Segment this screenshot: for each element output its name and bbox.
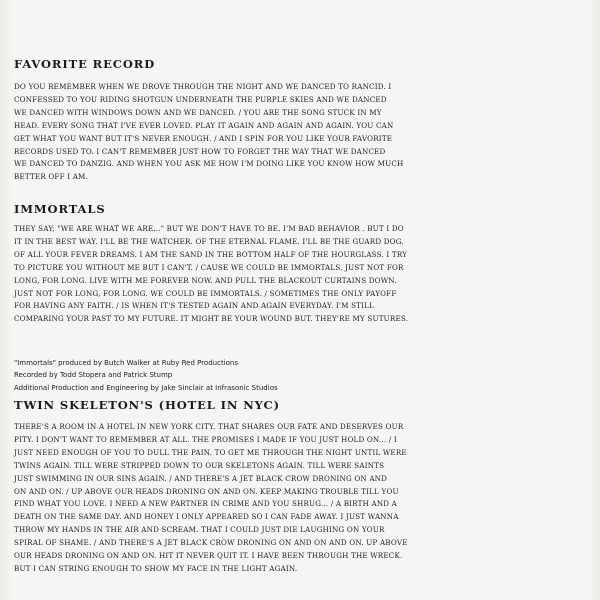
lyric-line: FOR HAVING ANY FAITH. / IS WHEN IT'S TESTED AGAIN AND AGAIN EVERYDAY. I'M STILL <box>14 301 375 311</box>
lyric-line: BUT I CAN STRING ENOUGH TO SHOW MY FACE IN THE LIGHT AGAIN. <box>14 563 298 573</box>
song-title-immortals: IMMORTALS <box>14 202 106 216</box>
production-credits <box>14 357 278 394</box>
lyric-line: IT IN THE BEST WAY. I'LL BE THE WATCHER. OF THE ETERNAL FLAME. I'LL BE THE GUARD DOG. <box>14 236 404 246</box>
lyric-line: PITY. I DON'T WANT TO REMEMBER AT ALL. THE PROMISES I MADE IF YOU JUST HOLD ON... / I <box>14 434 397 444</box>
lyric-line: OF ALL YOUR FEVER DREAMS. I AM THE SAND IN THE BOTTOM HALF OF THE HOURGLASS. I TRY <box>14 249 408 259</box>
lyrics-twin-skeletons <box>14 421 586 576</box>
lyric-line: DO YOU REMEMBER WHEN WE DROVE THROUGH THE NIGHT AND WE DANCED TO RANCID. I <box>14 82 392 91</box>
lyrics-favorite-record <box>14 81 586 184</box>
lyric-line: TWINS AGAIN. TILL WERE STRIPPED DOWN TO OUR SKELETONS AGAIN. TILL WERE SAINTS <box>14 460 385 470</box>
lyric-line: HEAD. EVERY SONG THAT I'VE EVER LOVED. PLAY IT AGAIN AND AGAIN AND AGAIN. YOU CAN <box>14 120 394 130</box>
lyric-line: SPIRAL OF SHAME. / AND THERE'S A JET BLACK CROW DRONING ON AND ON AND ON. UP ABOVE <box>14 538 408 548</box>
lyric-line: BETTER OFF I AM. <box>14 172 89 182</box>
lyrics-immortals <box>14 223 586 326</box>
lyric-line: JUST SWIMMING IN OUR SINS AGAIN. / AND THERE'S A JET BLACK CROW DRONING ON AND <box>14 473 388 483</box>
lyric-line: RECORDS USED TO. I CAN'T REMEMBER JUST HOW TO FORGET THE WAY THAT WE DANCED <box>14 146 386 156</box>
lyric-line: TO PICTURE YOU WITHOUT ME BUT I CAN'T. / CAUSE WE COULD BE IMMORTALS. JUST NOT FOR <box>14 262 404 272</box>
lyric-line: FIND WHAT YOU LOVE. I NEED A NEW PARTNER IN CRIME AND YOU SHRUG... / A BIRTH AND A <box>14 499 398 509</box>
credit-line: "Immortals" produced by Butch Walker at Ruby Red Productions <box>14 359 239 367</box>
lyric-line: LONG, FOR LONG. LIVE WITH ME FOREVER NOW. AND PULL THE BLACKOUT CURTAINS DOWN. <box>14 275 397 285</box>
lyric-line: JUST NEED ENOUGH OF YOU TO DULL THE PAIN. TO GET ME THROUGH THE NIGHT UNTIL WERE <box>14 447 407 457</box>
lyric-line: JUST NOT FOR LONG, FOR LONG. WE COULD BE IMMORTALS. / SOMETIMES THE ONLY PAYOFF <box>14 288 397 298</box>
credit-line: Recorded by Todd Stopera and Patrick Stump <box>14 371 173 380</box>
lyric-line: WE DANCED WITH WINDOWS DOWN AND WE DANCED. / YOU ARE THE SONG STUCK IN MY <box>14 107 382 117</box>
lyric-line: CONFESSED TO YOU RIDING SHOTGUN UNDERNEATH THE PURPLE SKIES AND WE DANCED <box>14 94 387 104</box>
lyric-line: THEY SAY; "WE ARE WHAT WE ARE..." BUT WE DON'T HAVE TO BE. I'M BAD BEHAVIOR . BUT I DO <box>14 224 404 233</box>
lyric-line: COMPARING YOUR PAST TO MY FUTURE. IT MIGHT BE YOUR WOUND BUT. THEY'RE MY SUTURES. <box>14 314 409 324</box>
song-title-twin-skeletons: TWIN SKELETON'S (HOTEL IN NYC) <box>14 398 280 412</box>
lyric-line: DEATH ON THE SAME DAY. AND HONEY I ONLY APPEARED SO I CAN FADE AWAY. I JUST WANNA <box>14 512 399 522</box>
lyric-line: ON AND ON. / UP ABOVE OUR HEADS DRONING ON AND ON. KEEP MAKING TROUBLE TILL YOU <box>14 486 399 496</box>
lyric-line: THERE'S A ROOM IN A HOTEL IN NEW YORK CITY. THAT SHARES OUR FATE AND DESERVES OUR <box>14 422 404 431</box>
credit-line: Additional Production and Engineering by Jake Sinclair at Infrasonic Studios <box>14 383 278 392</box>
lyric-line: GET WHAT YOU WANT BUT IT'S NEVER ENOUGH. / AND I SPIN FOR YOU LIKE YOUR FAVORITE <box>14 133 393 143</box>
song-title-favorite-record: FAVORITE RECORD <box>14 57 156 71</box>
lyric-line: THROW MY HANDS IN THE AIR AND SCREAM. THAT I COULD JUST DIE LAUGHING ON YOUR <box>14 525 385 535</box>
lyric-line: OUR HEADS DRONING ON AND ON. HIT IT NEVER QUIT IT. I HAVE BEEN THROUGH THE WRECK. <box>14 551 403 561</box>
lyric-line: WE DANCED TO DANZIG. AND WHEN YOU ASK ME HOW I'M DOING LIKE YOU KNOW HOW MUCH <box>14 159 404 169</box>
